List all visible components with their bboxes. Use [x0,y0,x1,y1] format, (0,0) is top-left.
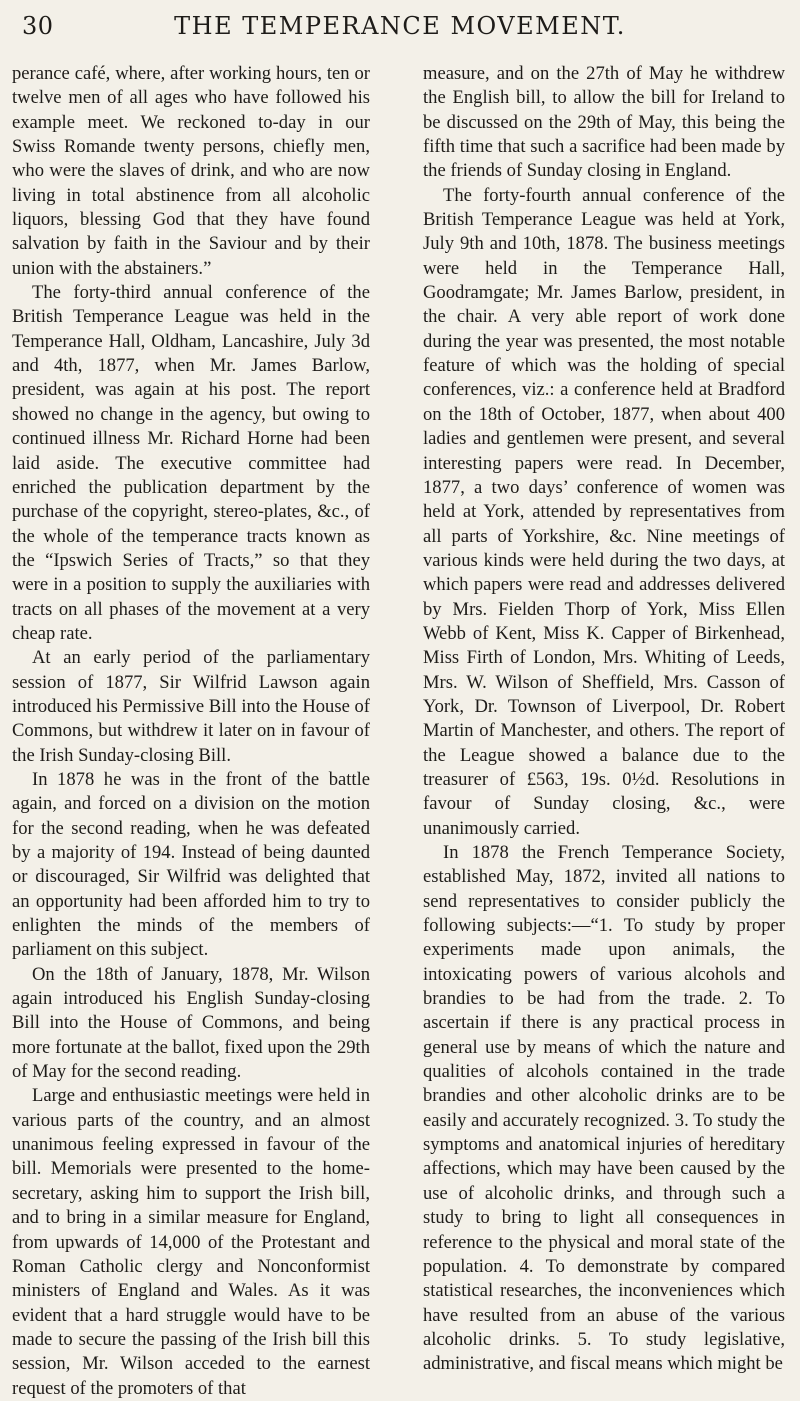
paragraph: The forty-third annual conference of the British Temperance League was held in the Temperance Hall, Oldham, Lancashire, July 3d and 4th, 1877, when Mr. James Barlow, president, was again at his post. The report showed no change in the agency, but owing to continued illness Mr. Richard Horne had been laid aside. The executive committee had enriched the publication department by the purchase of the copyright, stereo-plates, &c., of the whole of the temperance tracts known as the “Ipswich Series of Tracts,” so that they were in a position to supply the auxiliaries with tracts on all phases of the movement at a very cheap rate. [12,282,370,644]
page-number: 30 [22,12,54,40]
paragraph: Large and enthusiastic meetings were held in various parts of the country, and an almost unanimous feeling expressed in favour of the bill. Memorials were presented to the home-secretary, asking him to support the Irish bill, and to bring in a similar measure for England, from upwards of 14,000 of the Protestant and Roman Catholic clergy and Nonconformist ministers of England and Wales. As it was evident that a hard struggle would have to be made to secure the passing of the Irish bill this session, Mr. Wilson acceded to the earnest request of the promoters of that [12,1085,370,1399]
paragraph: On the 18th of January, 1878, Mr. Wilson again introduced his English Sunday-closing Bill into the House of Commons, and being more fortunate at the ballot, fixed upon the 29th of May for the second reading. [12,963,370,1083]
paragraph: The forty-fourth annual conference of the British Temperance League was held at York, July 9th and 10th, 1878. The business meetings were held in the Temperance Hall, Goodramgate; Mr. James Barlow, president, in the chair. A very able report of work done during the year was presented, the most notable feature of which was the holding of special conferences, viz.: a conference held at Bradford on the 18th of October, 1877, when about 400 ladies and gentlemen were present, and several interesting papers were read. In December, 1877, a two days’ conference of women was held at York, attended by representatives from all parts of Yorkshire, &c. Nine meetings of various kinds were held during the two days, at which papers were read and addresses delivered by Mrs. Fielden Thorp of York, Miss Ellen Webb of Kent, Miss K. Capper of Birkenhead, Miss Firth of London, Mrs. Whiting of Leeds, Mrs. W. Wilson of Sheffield, Mrs. Casson of York, Dr. Townson of Liverpool, Dr. Robert Martin of Manchester, and others. The report of the League showed a balance due to the treasurer of £563, 19s. 0½d. Resolutions in favour of Sunday closing, &c., were unanimously carried. [423,184,785,839]
left-column [12,62,370,1401]
right-column [423,62,785,1377]
paragraph: In 1878 he was in the front of the battle again, and forced on a division on the motion for the second reading, when he was defeated by a majority of 194. Instead of being daunted or discouraged, Sir Wilfrid was delighted that an opportunity had been afforded him to try to enlighten the minds of the members of parliament on this subject. [12,768,370,961]
paragraph: At an early period of the parliamentary session of 1877, Sir Wilfrid Lawson again introduced his Permissive Bill into the House of Commons, but withdrew it later on in favour of the Irish Sunday-closing Bill. [12,647,370,766]
paragraph: perance café, where, after working hours, ten or twelve men of all ages who have followed his example meet. We reckoned to-day in our Swiss Romande twenty persons, chiefly men, who were the slaves of drink, and who are now living in total abstinence from all alcoholic liquors, blessing God that they have found salvation by faith in the Saviour and by their union with the abstainers.” [12,63,370,279]
running-head: THE TEMPERANCE MOVEMENT. [174,12,626,40]
paragraph: measure, and on the 27th of May he withdrew the English bill, to allow the bill for Ireland to be discussed on the 29th of May, this being the fifth time that such a sacrifice had been made by the friends of Sunday closing in England. [423,63,785,182]
paragraph: In 1878 the French Temperance Society, established May, 1872, invited all nations to send representatives to consider publicly the following subjects:—“1. To study by proper experiments made upon animals, the intoxicating powers of various alcohols and brandies to be had from the trade. 2. To ascertain if there is any practical process in general use by means of which the nature and qualities of alcohols contained in the trade brandies and other alcoholic drinks are to be easily and accurately recognized. 3. To study the symptoms and anatomical injuries of hereditary affections, which may have been caused by the use of alcoholic drinks, and through such a study to bring to light all consequences in reference to the physical and moral state of the population. 4. To demonstrate by compared statistical researches, the inconveniences which have resulted from an abuse of the various alcoholic drinks. 5. To study legislative, administrative, and fiscal means which might be [423,842,785,1375]
